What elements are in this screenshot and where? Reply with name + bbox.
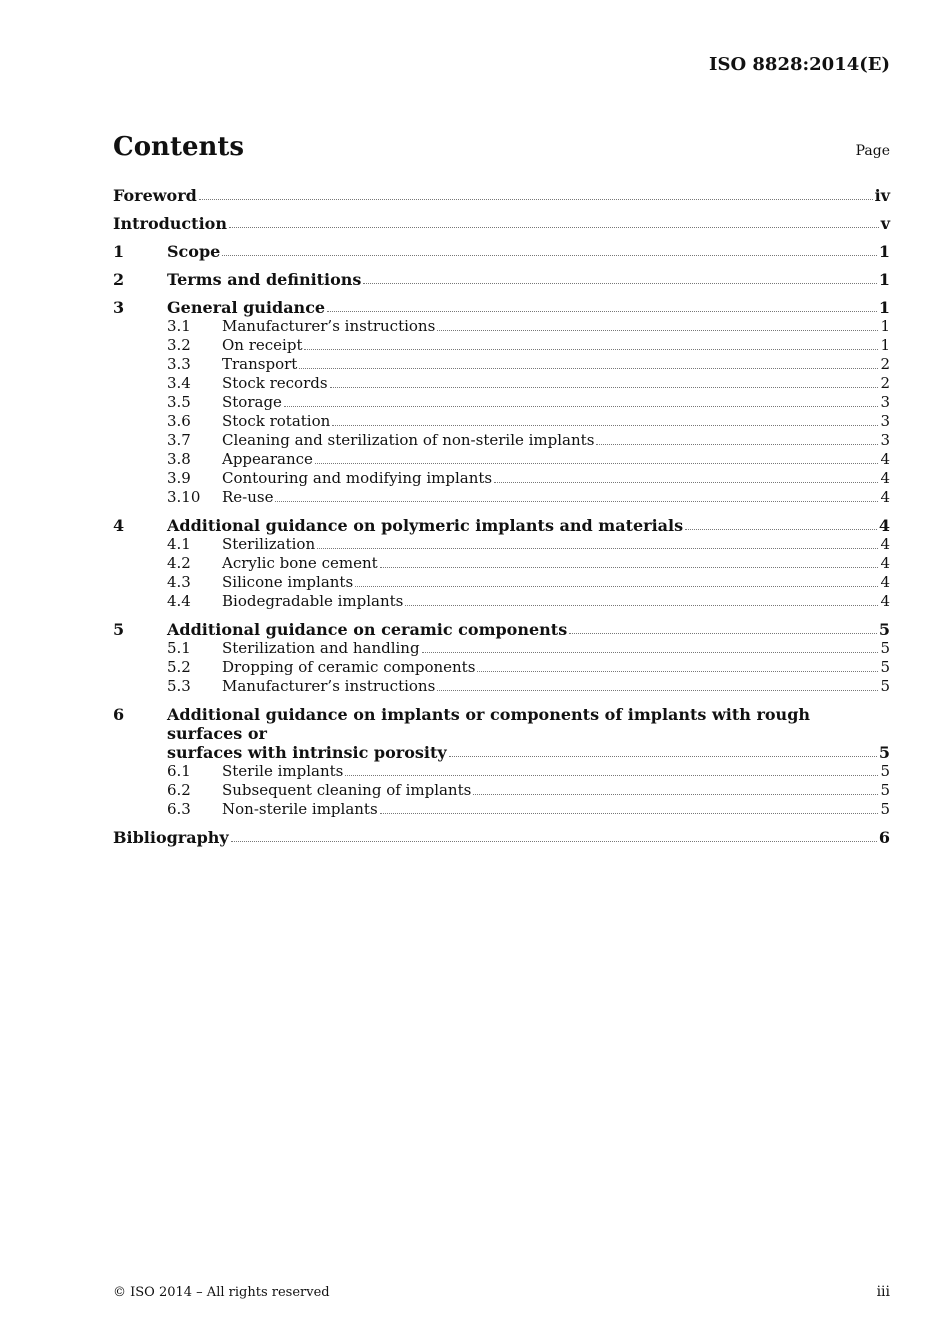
- toc-entry-page: 4: [880, 573, 890, 591]
- toc-entry-number: 6.1: [167, 762, 191, 780]
- toc-entry-page: 4: [880, 592, 890, 610]
- dot-leader: [299, 368, 878, 369]
- toc-entry-title: Manufacturer’s instructions: [222, 677, 436, 695]
- toc-entry-title-line1: Additional guidance on implants or components of implants with rough surfaces or: [167, 705, 811, 743]
- toc-subentry[interactable]: [113, 573, 890, 592]
- toc-entry-ceramic[interactable]: [113, 620, 890, 639]
- toc-entry-page: 1: [878, 298, 890, 317]
- toc-entry-page: 5: [878, 743, 890, 762]
- dot-leader: [355, 586, 878, 587]
- dot-leader: [363, 283, 876, 284]
- dot-leader: [380, 567, 879, 568]
- toc-entry-title: Contouring and modifying implants: [222, 469, 493, 487]
- toc-entry-page: 1: [880, 336, 890, 354]
- dot-leader: [229, 227, 879, 228]
- toc-entry-number: 3.6: [167, 412, 191, 430]
- toc-entry-page: 1: [880, 317, 890, 335]
- toc-entry-page: v: [880, 214, 890, 233]
- toc-entry-title: Biodegradable implants: [222, 592, 404, 610]
- toc-entry-title: Cleaning and sterilization of non-sterile implants: [222, 431, 595, 449]
- page-title: Contents: [113, 132, 245, 162]
- dot-leader: [449, 756, 877, 757]
- toc-entry-title: Scope: [167, 242, 221, 261]
- toc-subentry[interactable]: [113, 781, 890, 800]
- toc-subentry[interactable]: [113, 355, 890, 374]
- toc-entry-title-line2: surfaces with intrinsic porosity: [167, 743, 447, 762]
- toc-entry-page: 5: [880, 781, 890, 799]
- toc-entry-title: Introduction: [113, 214, 227, 233]
- toc-entry-page: 6: [878, 828, 890, 847]
- toc-subentry[interactable]: [113, 450, 890, 469]
- toc-entry-title: Terms and definitions: [167, 270, 362, 289]
- toc-entry-page: 3: [880, 431, 890, 449]
- toc-subentry[interactable]: [113, 658, 890, 677]
- toc-entry-title: Additional guidance on ceramic components: [167, 620, 568, 639]
- dot-leader: [317, 548, 878, 549]
- toc-entry-number: 4.4: [167, 592, 191, 610]
- toc-entry-page: 5: [880, 658, 890, 676]
- dot-leader: [437, 330, 878, 331]
- page-column-label: Page: [855, 143, 890, 159]
- toc-entry-number: 6.3: [167, 800, 191, 818]
- toc-entry-number: 3.2: [167, 336, 191, 354]
- copyright-notice: © ISO 2014 – All rights reserved: [113, 1285, 330, 1300]
- table-of-contents: [113, 186, 890, 847]
- dot-leader: [345, 775, 878, 776]
- toc-entry-number: 3.9: [167, 469, 191, 487]
- toc-entry-page: 5: [878, 620, 890, 639]
- toc-entry-page: 1: [878, 242, 890, 261]
- toc-entry-page: 5: [880, 800, 890, 818]
- toc-entry-title: Non-sterile implants: [222, 800, 378, 818]
- document-id: ISO 8828:2014(E): [709, 54, 890, 75]
- toc-entry-title: Stock rotation: [222, 412, 331, 430]
- toc-entry-title: Dropping of ceramic components: [222, 658, 476, 676]
- dot-leader: [405, 605, 878, 606]
- toc-entry-page: 5: [880, 639, 890, 657]
- toc-subentry[interactable]: [113, 374, 890, 393]
- toc-entry-number: 4.3: [167, 573, 191, 591]
- dot-leader: [315, 463, 879, 464]
- toc-entry-page: iv: [874, 186, 890, 205]
- toc-entry-number: 3.4: [167, 374, 191, 392]
- dot-leader: [199, 199, 873, 200]
- toc-subentry[interactable]: [113, 469, 890, 488]
- toc-subentry[interactable]: [113, 336, 890, 355]
- toc-entry-number: 3.10: [167, 488, 201, 506]
- toc-entry-page: 2: [880, 355, 890, 373]
- toc-entry-title: Silicone implants: [222, 573, 354, 591]
- toc-entry-number: 5.2: [167, 658, 191, 676]
- toc-entry-number: 3.1: [167, 317, 191, 335]
- toc-entry-title: Transport: [222, 355, 298, 373]
- toc-subentry[interactable]: [113, 431, 890, 450]
- toc-entry-title: Additional guidance on polymeric implants and materials: [167, 516, 684, 535]
- toc-entry-number: 6: [113, 705, 125, 724]
- toc-entry-number: 5.1: [167, 639, 191, 657]
- toc-subentry[interactable]: [113, 535, 890, 554]
- toc-entry-title: Storage: [222, 393, 282, 411]
- toc-entry-title: Manufacturer’s instructions: [222, 317, 436, 335]
- dot-leader: [596, 444, 878, 445]
- toc-entry-general-guidance[interactable]: [113, 298, 890, 317]
- toc-subentry[interactable]: [113, 393, 890, 412]
- toc-entry-page: 4: [878, 516, 890, 535]
- dot-leader: [327, 311, 877, 312]
- dot-leader: [231, 841, 877, 842]
- dot-leader: [275, 501, 878, 502]
- toc-entry-title: Sterile implants: [222, 762, 344, 780]
- toc-entry-page: 3: [880, 412, 890, 430]
- toc-subentry[interactable]: [113, 592, 890, 611]
- toc-entry-page: 4: [880, 554, 890, 572]
- dot-leader: [422, 652, 879, 653]
- toc-entry-page: 4: [880, 488, 890, 506]
- dot-leader: [685, 529, 877, 530]
- dot-leader: [304, 349, 878, 350]
- toc-entry-number: 5: [113, 620, 125, 639]
- toc-entry-number: 4.2: [167, 554, 191, 572]
- toc-subentry[interactable]: [113, 488, 890, 507]
- dot-leader: [332, 425, 878, 426]
- toc-entry-page: 3: [880, 393, 890, 411]
- dot-leader: [330, 387, 879, 388]
- toc-entry-bibliography[interactable]: [113, 828, 890, 847]
- dot-leader: [473, 794, 878, 795]
- toc-entry-scope[interactable]: [113, 242, 890, 261]
- toc-entry-title: Acrylic bone cement: [222, 554, 378, 572]
- dot-leader: [437, 690, 878, 691]
- toc-entry-number: 3.8: [167, 450, 191, 468]
- toc-entry-title: Sterilization: [222, 535, 316, 553]
- toc-entry-number: 1: [113, 242, 125, 261]
- toc-entry-title: Appearance: [222, 450, 313, 468]
- toc-entry-title: Foreword: [113, 186, 197, 205]
- toc-entry-title: Stock records: [222, 374, 328, 392]
- dot-leader: [284, 406, 879, 407]
- toc-entry-number: 3: [113, 298, 125, 317]
- toc-entry-number: 3.5: [167, 393, 191, 411]
- toc-entry-title: Subsequent cleaning of implants: [222, 781, 472, 799]
- dot-leader: [380, 813, 879, 814]
- toc-subentry[interactable]: [113, 639, 890, 658]
- toc-entry-title: Bibliography: [113, 828, 229, 847]
- toc-entry-page: 4: [880, 450, 890, 468]
- toc-entry-terms[interactable]: [113, 270, 890, 289]
- toc-subentry[interactable]: [113, 554, 890, 573]
- toc-entry-page: 5: [880, 677, 890, 695]
- toc-subentry[interactable]: [113, 412, 890, 431]
- dot-leader: [477, 671, 878, 672]
- toc-entry-title: General guidance: [167, 298, 326, 317]
- dot-leader: [222, 255, 877, 256]
- toc-entry-title: Sterilization and handling: [222, 639, 420, 657]
- toc-entry-page: 1: [878, 270, 890, 289]
- dot-leader: [569, 633, 877, 634]
- toc-subentry[interactable]: [113, 762, 890, 781]
- toc-subentry[interactable]: [113, 317, 890, 336]
- toc-subentry[interactable]: [113, 677, 890, 696]
- page-number: iii: [876, 1284, 890, 1300]
- toc-entry-title: Re-use: [222, 488, 274, 506]
- toc-entry-number: 3.3: [167, 355, 191, 373]
- toc-entry-introduction[interactable]: [113, 214, 890, 233]
- toc-entry-foreword[interactable]: [113, 186, 890, 205]
- toc-subentry[interactable]: [113, 800, 890, 819]
- toc-entry-polymeric[interactable]: [113, 516, 890, 535]
- toc-entry-rough-surfaces[interactable]: [113, 705, 890, 762]
- toc-entry-number: 5.3: [167, 677, 191, 695]
- toc-entry-page: 5: [880, 762, 890, 780]
- toc-entry-page: 2: [880, 374, 890, 392]
- toc-entry-number: 6.2: [167, 781, 191, 799]
- toc-entry-page: 4: [880, 469, 890, 487]
- toc-entry-number: 3.7: [167, 431, 191, 449]
- dot-leader: [494, 482, 878, 483]
- toc-entry-number: 2: [113, 270, 125, 289]
- toc-entry-number: 4.1: [167, 535, 191, 553]
- toc-entry-number: 4: [113, 516, 125, 535]
- toc-entry-title: On receipt: [222, 336, 303, 354]
- toc-entry-page: 4: [880, 535, 890, 553]
